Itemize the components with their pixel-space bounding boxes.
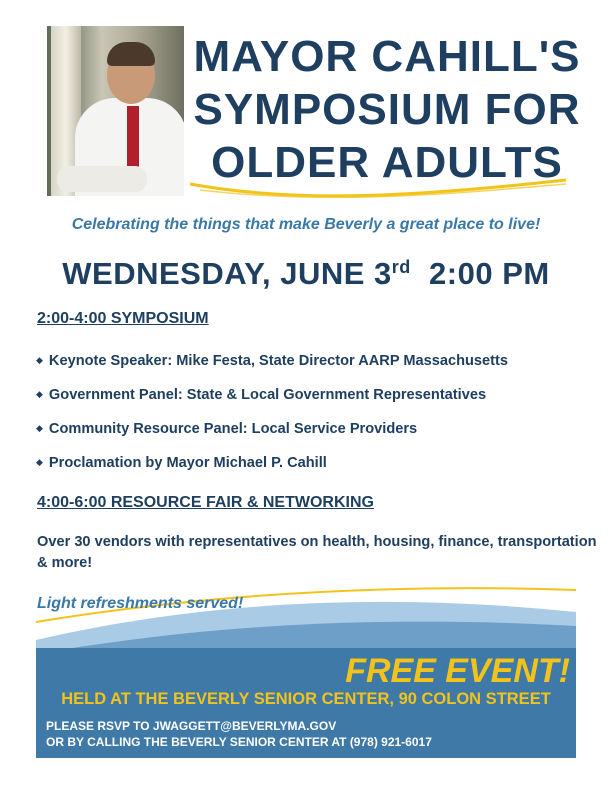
free-event-label: FREE EVENT! — [345, 652, 570, 690]
title-line-1: MAYOR CAHILL'S — [193, 32, 581, 81]
event-time: 2:00 PM — [429, 256, 550, 291]
list-item: ◆ Community Resource Panel: Local Service Providers — [36, 421, 418, 437]
event-day: WEDNESDAY, JUNE 3 — [62, 256, 392, 291]
flyer-title — [186, 30, 588, 189]
rsvp-line-2: OR BY CALLING THE BEVERLY SENIOR CENTER AT (978) 921-6017 — [46, 735, 432, 749]
gold-swoosh — [0, 170, 612, 210]
fair-heading: 4:00-6:00 RESOURCE FAIR & NETWORKING — [37, 494, 374, 511]
symposium-heading: 2:00-4:00 SYMPOSIUM — [37, 310, 209, 327]
fair-description: Over 30 vendors with representatives on health, housing, finance, transportation & more! — [37, 534, 597, 571]
event-info-box — [36, 648, 576, 758]
venue-text: HELD AT THE BEVERLY SENIOR CENTER, 90 COLON STREET — [61, 690, 551, 708]
tagline: Celebrating the things that make Beverly a great place to live! — [71, 216, 541, 233]
symposium-list — [36, 348, 508, 484]
title-line-3: OLDER ADULTS — [211, 138, 563, 187]
list-item: ◆ Proclamation by Mayor Michael P. Cahill — [36, 455, 327, 471]
rsvp-text — [46, 718, 432, 750]
list-item: ◆ Government Panel: State & Local Government Representatives — [36, 387, 487, 403]
date-suffix: rd — [391, 257, 411, 277]
title-line-2: SYMPOSIUM FOR — [193, 85, 581, 134]
list-item: ◆ Keynote Speaker: Mike Festa, State Director AARP Massachusetts — [36, 353, 508, 369]
refreshments-note: Light refreshments served! — [37, 595, 244, 612]
rsvp-line-1: PLEASE RSVP TO JWAGGETT@BEVERLYMA.GOV — [46, 719, 337, 733]
event-date — [0, 256, 612, 292]
